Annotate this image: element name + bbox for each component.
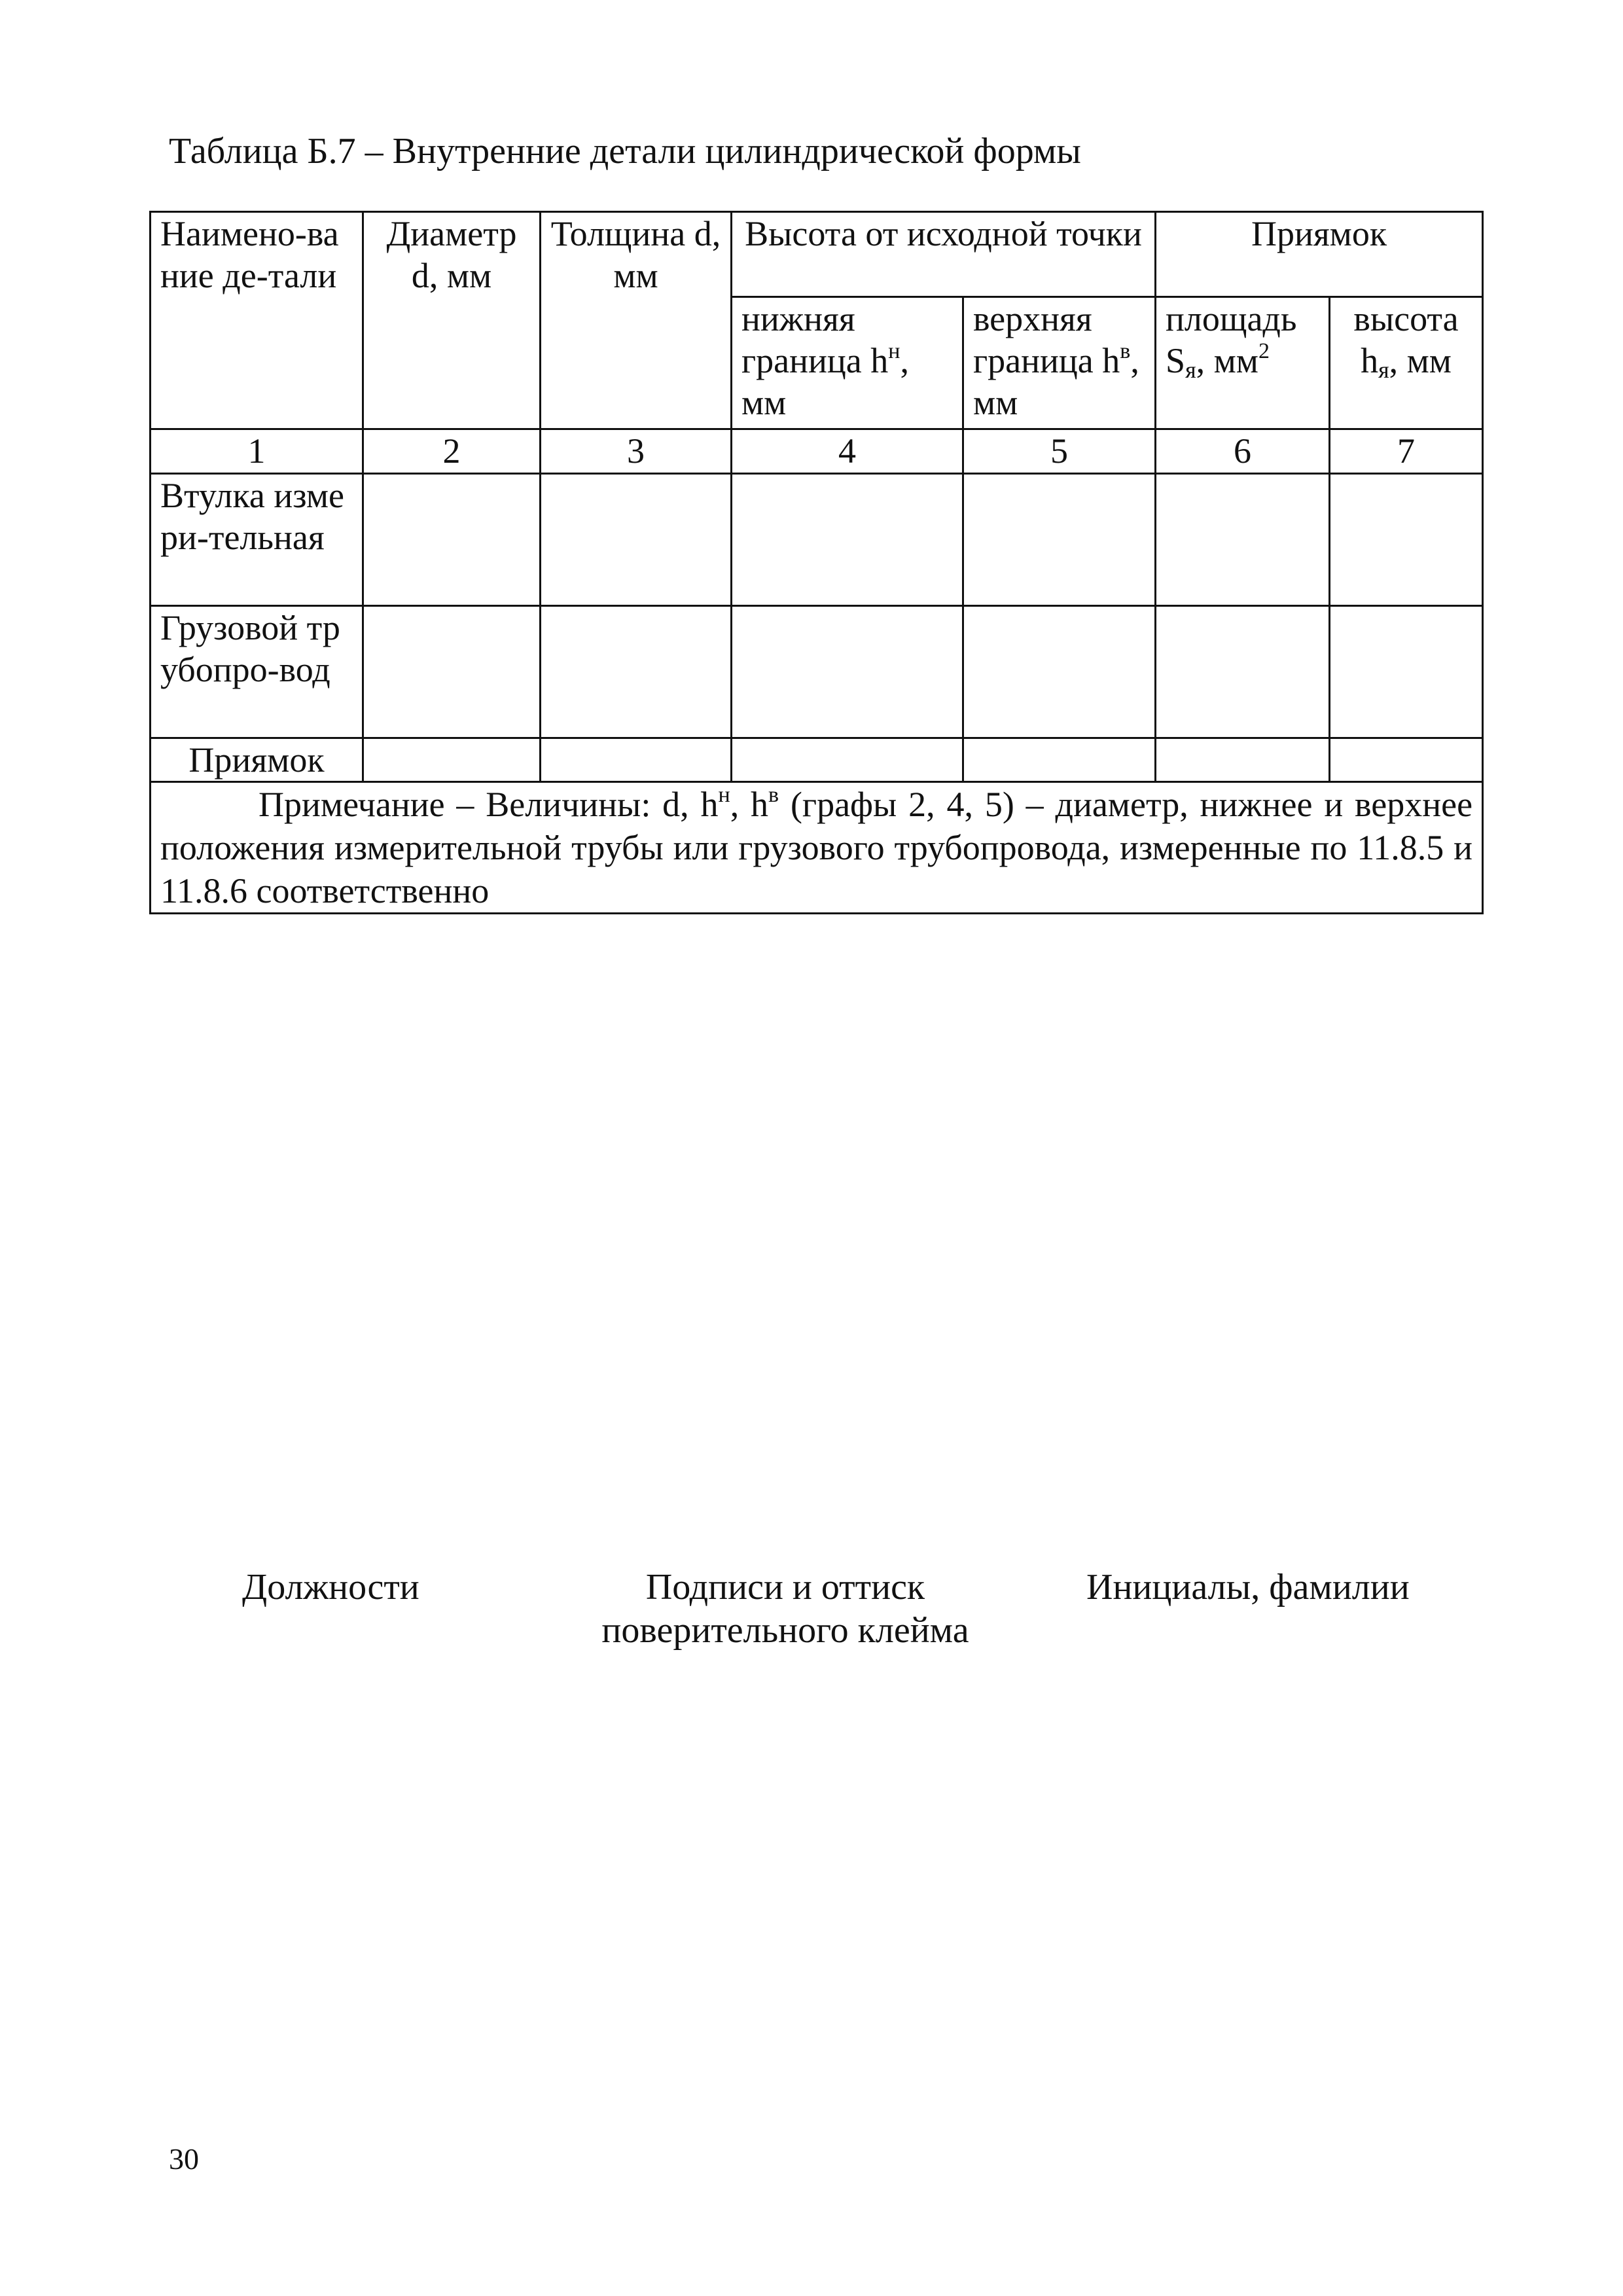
header-upper-bound (963, 297, 1156, 429)
header-height-group (732, 212, 1156, 297)
table-cell[interactable] (541, 738, 732, 782)
note-sup-lower: н (718, 783, 730, 807)
table-row (151, 474, 1483, 606)
header-area (1156, 297, 1330, 429)
column-number: 7 (1330, 429, 1483, 474)
column-number: 5 (963, 429, 1156, 474)
header-height (1330, 297, 1483, 429)
header-height-text: высота h (1353, 299, 1459, 380)
column-number: 4 (732, 429, 963, 474)
header-area-sup: 2 (1258, 339, 1270, 363)
header-area-sub: я (1185, 357, 1196, 383)
table-cell[interactable] (963, 606, 1156, 738)
header-name-text: Наимено-вание де-тали (160, 214, 339, 295)
table-cell[interactable] (1156, 738, 1330, 782)
page-number: 30 (169, 2142, 199, 2176)
note-sup-upper: в (768, 783, 779, 807)
signature-names-label: Инициалы, фамилии (1086, 1567, 1410, 1607)
page-title: Таблица Б.7 – Внутренние детали цилиндрической формы (169, 131, 1081, 171)
column-number: 1 (151, 429, 363, 474)
signature-positions-label: Должности (242, 1567, 419, 1607)
column-number: 6 (1156, 429, 1330, 474)
column-number-row (151, 429, 1483, 474)
header-height-sub: я (1378, 357, 1389, 383)
table-cell[interactable] (363, 606, 541, 738)
inner-parts-table (149, 211, 1484, 914)
note-rest: (графы 2, 4, 5) – диаметр, нижнее и верхнее положения измерительной трубы или грузового трубопровода, измеренные по 11.8.5 и 11.8.6 соответственно (160, 785, 1473, 910)
header-row-1 (151, 212, 1483, 297)
row-name: Втулка измери-тельная (151, 474, 363, 606)
header-sump-group-text: Приямок (1251, 214, 1387, 253)
header-thickness-text: Толщина d, мм (550, 214, 721, 295)
header-upper-bound-unit: , мм (973, 341, 1139, 422)
table-cell[interactable] (1156, 606, 1330, 738)
header-diameter-text: Диаметр d, мм (386, 214, 517, 295)
header-lower-bound (732, 297, 963, 429)
table-cell[interactable] (363, 474, 541, 606)
table-cell[interactable] (363, 738, 541, 782)
table-cell[interactable] (963, 738, 1156, 782)
header-sump-group (1156, 212, 1483, 297)
header-thickness (541, 212, 732, 429)
header-lower-bound-text: нижняя граница h (741, 299, 889, 380)
note-mid: , h (730, 785, 769, 824)
table-cell[interactable] (1330, 738, 1483, 782)
table-cell[interactable] (1156, 474, 1330, 606)
header-upper-bound-sup: в (1120, 339, 1131, 363)
row-name: Грузовой трубопро-вод (151, 606, 363, 738)
column-number: 3 (541, 429, 732, 474)
table-cell[interactable] (963, 474, 1156, 606)
header-diameter (363, 212, 541, 429)
table-cell[interactable] (1330, 474, 1483, 606)
table-cell[interactable] (732, 738, 963, 782)
header-height-unit: , мм (1389, 341, 1452, 380)
table-note (151, 782, 1483, 914)
header-lower-bound-sup: н (888, 339, 901, 363)
table-cell[interactable] (1330, 606, 1483, 738)
table-cell[interactable] (732, 474, 963, 606)
signature-stamp-label (589, 1566, 982, 1652)
table-cell[interactable] (541, 606, 732, 738)
note-lead: Примечание – Величины: d, h (259, 785, 719, 824)
column-number: 2 (363, 429, 541, 474)
header-area-text: площадь S (1166, 299, 1297, 380)
table-row (151, 606, 1483, 738)
table-row (151, 738, 1483, 782)
table-cell[interactable] (541, 474, 732, 606)
header-height-group-text: Высота от исходной точки (745, 214, 1142, 253)
header-name (151, 212, 363, 429)
header-area-unit: , мм (1196, 341, 1258, 380)
header-lower-bound-unit: , мм (741, 341, 909, 422)
note-row (151, 782, 1483, 914)
signature-stamp-line-1: Подписи и оттиск (645, 1567, 925, 1607)
table-cell[interactable] (732, 606, 963, 738)
header-upper-bound-text: верхняя граница h (973, 299, 1120, 380)
row-name: Приямок (151, 738, 363, 782)
signature-stamp-line-2: поверительного клейма (601, 1610, 969, 1651)
